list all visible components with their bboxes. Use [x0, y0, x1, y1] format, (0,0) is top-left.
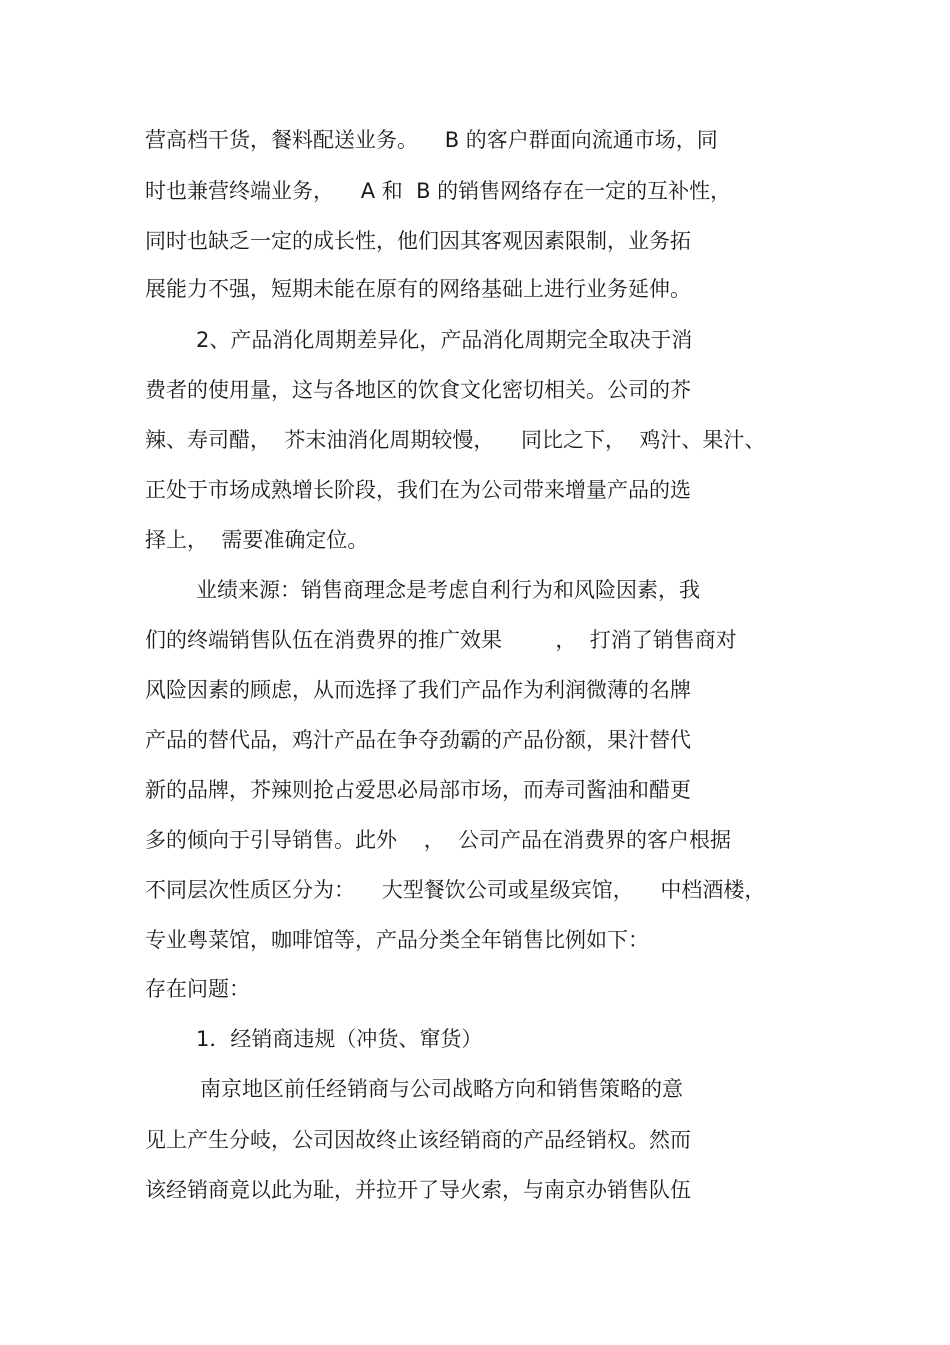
text-line: 2、产品消化周期差异化，产品消化周期完全取决于消 [196, 328, 693, 352]
text-line: 新的品牌，芥辣则抢占爱思必局部市场，而寿司酱油和醋更 [145, 778, 691, 802]
text-line: 产品的替代品，鸡汁产品在争夺劲霸的产品份额，果汁替代 [145, 728, 691, 752]
text-line: 展能力不强，短期未能在原有的网络基础上进行业务延伸。 [145, 277, 691, 301]
text-line: 南京地区前任经销商与公司战略方向和销售策略的意 [200, 1077, 683, 1101]
text-line: 费者的使用量，这与各地区的饮食文化密切相关。公司的芥 [145, 378, 691, 402]
text-line: 同时也缺乏一定的成长性，他们因其客观因素限制，业务拓 [145, 229, 691, 253]
text-line: 时也兼营终端业务， A 和 B 的销售网络存在一定的互补性， [145, 179, 732, 203]
text-line: 们的终端销售队伍在消费界的推广效果 ， 打消了销售商对 [145, 628, 737, 652]
text-line: 辣、寿司醋， 芥末油消化周期较慢， 同比之下， 鸡汁、果汁、 [145, 428, 766, 452]
text-line: 业绩来源：销售商理念是考虑自利行为和风险因素，我 [196, 578, 700, 602]
text-line: 1．经销商违规（冲货、窜货） [196, 1027, 483, 1051]
text-line: 见上产生分岐，公司因故终止该经销商的产品经销权。然而 [145, 1128, 691, 1152]
text-line: 多的倾向于引导销售。此外 ， 公司产品在消费界的客户根据 [145, 828, 732, 852]
text-line: 存在问题： [145, 977, 250, 1001]
text-line: 正处于市场成熟增长阶段，我们在为公司带来增量产品的选 [145, 478, 691, 502]
text-line: 风险因素的顾虑，从而选择了我们产品作为利润微薄的名牌 [145, 678, 691, 702]
text-line: 营高档干货，餐料配送业务。 B 的客户群面向流通市场，同 [145, 128, 718, 152]
text-line: 专业粤菜馆，咖啡馆等，产品分类全年销售比例如下： [145, 928, 649, 952]
text-line: 择上， 需要准确定位。 [145, 528, 369, 552]
text-line: 该经销商竟以此为耻，并拉开了导火索，与南京办销售队伍 [145, 1178, 691, 1202]
text-line: 不同层次性质区分为： 大型餐饮公司或星级宾馆， 中档酒楼， [145, 878, 766, 902]
